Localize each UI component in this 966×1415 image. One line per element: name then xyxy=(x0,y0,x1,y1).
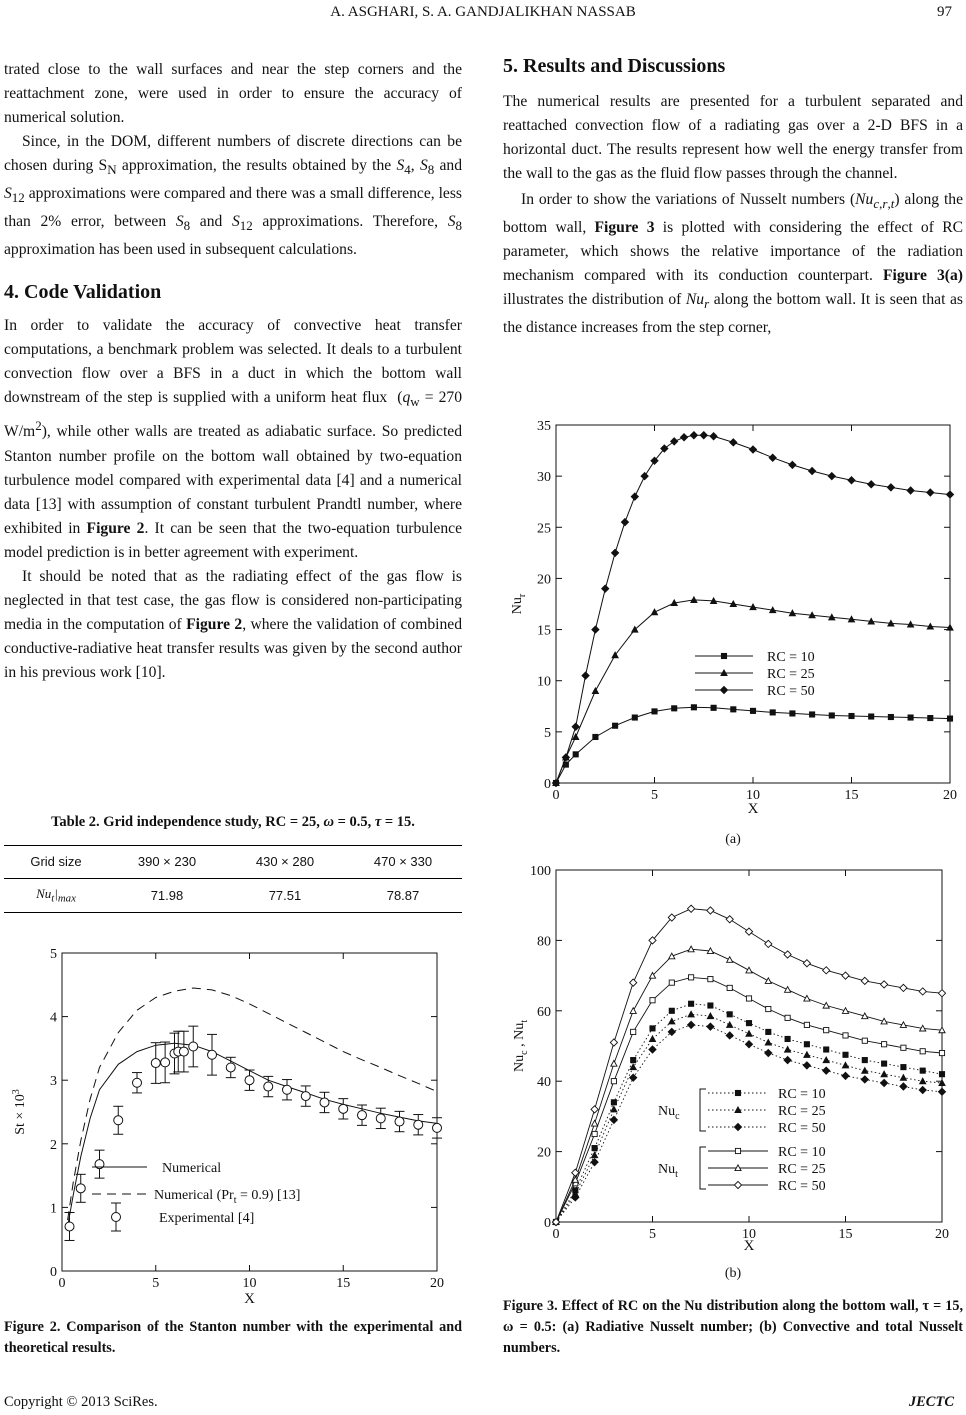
data-point xyxy=(727,957,733,963)
y-tick-label: 20 xyxy=(537,1145,551,1161)
section-heading: 4. Code Validation xyxy=(4,281,162,304)
data-point xyxy=(582,672,589,679)
data-point xyxy=(823,1057,829,1063)
data-point xyxy=(691,705,696,710)
figure-3b-chart xyxy=(503,858,963,1258)
data-point xyxy=(630,979,637,986)
data-point xyxy=(611,1061,617,1067)
data-point xyxy=(862,1068,868,1074)
data-point xyxy=(881,1071,887,1077)
data-point xyxy=(611,1079,616,1084)
data-point xyxy=(632,715,637,720)
data-point xyxy=(690,432,697,439)
data-point xyxy=(572,723,579,730)
data-point xyxy=(630,1064,636,1070)
figure-2-caption: Figure 2. Comparison of the Stanton number with the experimental and theoretical results. xyxy=(4,1319,462,1356)
data-point xyxy=(908,715,913,720)
y-tick-label: 20 xyxy=(537,572,551,588)
data-point xyxy=(650,1026,655,1031)
data-point xyxy=(803,960,810,967)
right-column xyxy=(503,54,963,340)
legend-label: RC = 25 xyxy=(767,667,815,682)
data-point xyxy=(804,995,810,1001)
x-tick-label: 15 xyxy=(844,788,859,803)
data-point xyxy=(301,1092,310,1101)
data-point xyxy=(707,1023,714,1030)
data-point xyxy=(843,1052,848,1057)
data-point xyxy=(727,1022,733,1028)
legend-label: RC = 50 xyxy=(778,1179,826,1194)
legend-label: RC = 50 xyxy=(778,1121,826,1136)
data-point xyxy=(862,1057,867,1062)
data-point xyxy=(901,1045,906,1050)
data-point xyxy=(630,1074,637,1081)
data-point xyxy=(669,953,675,959)
data-point xyxy=(720,686,727,693)
x-axis-label: X xyxy=(747,801,759,817)
data-point xyxy=(669,1008,674,1013)
y-tick-label: 5 xyxy=(50,947,57,962)
data-point xyxy=(900,1083,907,1090)
data-point xyxy=(650,998,655,1003)
copyright: Copyright © 2013 SciRes. xyxy=(4,1394,158,1410)
data-point xyxy=(727,1012,732,1017)
table-row-label: $Nu_t|_{max}$ xyxy=(36,885,76,905)
data-point xyxy=(264,1082,273,1091)
table-cell: 77.51 xyxy=(268,887,302,903)
data-point xyxy=(671,438,678,445)
data-point xyxy=(630,1008,636,1014)
data-point xyxy=(769,454,776,461)
data-point xyxy=(920,1049,925,1054)
data-point xyxy=(804,1052,810,1058)
data-point xyxy=(688,905,695,912)
data-point xyxy=(611,1100,616,1105)
data-point xyxy=(689,1001,694,1006)
legend-bracket xyxy=(700,1089,706,1131)
data-point xyxy=(766,1006,771,1011)
data-point xyxy=(592,626,599,633)
series-line-numerical-prt xyxy=(68,988,437,1220)
data-point xyxy=(919,988,926,995)
data-point xyxy=(245,1076,254,1085)
data-point xyxy=(766,1029,771,1034)
paragraph: It should be noted that as the radiating effect of the gas flow is neglected in that test case, the gas flow is considered non-participating media in the computation of Figure 2, where the validation of combined conductive-radiative heat transfer results was given by the second author in his previous work [10]. xyxy=(4,567,462,681)
data-point xyxy=(920,1068,925,1073)
data-point xyxy=(881,1079,888,1086)
data-point xyxy=(731,707,736,712)
data-point xyxy=(810,712,815,717)
y-tick-label: 10 xyxy=(537,674,551,690)
data-point xyxy=(133,1078,142,1087)
data-point xyxy=(610,1116,617,1123)
data-point xyxy=(208,1050,217,1059)
data-point xyxy=(861,977,868,984)
data-point xyxy=(803,1062,810,1069)
data-point xyxy=(613,723,618,728)
legend-label: RC = 25 xyxy=(778,1104,826,1119)
x-tick-label: 20 xyxy=(943,788,957,803)
data-point xyxy=(592,688,598,694)
data-point xyxy=(735,1090,740,1095)
data-point xyxy=(641,473,648,480)
legend-label: Numerical xyxy=(162,1161,222,1176)
y-tick-label: 4 xyxy=(50,1010,57,1026)
data-point xyxy=(746,1021,751,1026)
legend-label: RC = 50 xyxy=(767,684,815,699)
data-point xyxy=(765,1039,771,1045)
data-point xyxy=(734,1181,741,1188)
figure-3a-chart xyxy=(503,410,963,820)
y-tick-label: 1 xyxy=(50,1201,57,1217)
data-point xyxy=(592,1120,598,1126)
data-point xyxy=(726,1032,733,1039)
data-point xyxy=(433,1123,442,1132)
data-point xyxy=(730,439,737,446)
legend-marker xyxy=(112,1213,121,1222)
legend-label: RC = 10 xyxy=(778,1087,826,1102)
running-header: A. ASGHARI, S. A. GANDJALIKHAN NASSAB xyxy=(330,4,636,20)
y-tick-label: 30 xyxy=(537,470,551,486)
data-point xyxy=(785,1036,790,1041)
x-tick-label: 0 xyxy=(58,1276,66,1291)
data-point xyxy=(631,1029,636,1034)
table-header-cell: 470 × 330 xyxy=(373,854,433,870)
data-point xyxy=(745,1041,752,1048)
y-tick-label: 60 xyxy=(537,1004,551,1020)
figure-3-caption: Figure 3. Effect of RC on the Nu distribution along the bottom wall, τ = 15, ω = 0.5: (a) Radiative Nusselt number; (b) Convective and total Nusselt numbers. xyxy=(503,1298,963,1356)
data-point xyxy=(376,1114,385,1123)
data-point xyxy=(938,990,945,997)
y-tick-label: 80 xyxy=(537,934,551,950)
data-point xyxy=(888,714,893,719)
data-point xyxy=(938,1088,945,1095)
data-point xyxy=(395,1117,404,1126)
data-point xyxy=(804,1042,809,1047)
data-point xyxy=(161,1058,170,1067)
data-point xyxy=(708,1003,713,1008)
data-point xyxy=(823,1067,830,1074)
data-point xyxy=(358,1111,367,1120)
x-axis-label: X xyxy=(244,1291,255,1305)
data-point xyxy=(842,1062,848,1068)
data-point xyxy=(919,1086,926,1093)
data-point xyxy=(946,491,953,498)
data-point xyxy=(592,1145,597,1150)
data-point xyxy=(610,1039,617,1046)
section-heading: 5. Results and Discussions xyxy=(503,55,726,77)
legend-label: RC = 10 xyxy=(778,1145,826,1160)
table-cell: 71.98 xyxy=(150,887,184,903)
y-axis-label: $Nu_r$ xyxy=(510,593,528,615)
data-point xyxy=(887,484,894,491)
legend-label: Numerical $(Pr_t = 0.9)$ [13] xyxy=(154,1188,301,1206)
data-point xyxy=(283,1085,292,1094)
data-point xyxy=(689,975,694,980)
table-header-cell: 430 × 280 xyxy=(255,854,315,870)
y-axis-label: $Nu_c$ , $Nu_t$ xyxy=(512,1020,530,1072)
y-tick-label: 25 xyxy=(537,521,551,537)
data-point xyxy=(680,434,687,441)
data-point xyxy=(790,711,795,716)
data-point xyxy=(789,461,796,468)
data-point xyxy=(784,951,791,958)
data-point xyxy=(928,715,933,720)
legend-label: RC = 25 xyxy=(778,1162,826,1177)
data-point xyxy=(226,1063,235,1072)
data-point xyxy=(765,940,772,947)
series-line xyxy=(556,600,950,783)
data-point xyxy=(785,1015,790,1020)
data-point xyxy=(114,1116,123,1125)
legend-label: Experimental [4] xyxy=(159,1211,255,1226)
y-tick-label: 35 xyxy=(537,419,551,434)
data-point xyxy=(842,972,849,979)
data-point xyxy=(189,1042,198,1051)
page-number: 97 xyxy=(937,4,952,20)
data-point xyxy=(593,734,598,739)
data-point xyxy=(881,981,888,988)
x-tick-label: 10 xyxy=(242,1276,257,1291)
data-point xyxy=(746,996,751,1001)
data-point xyxy=(823,967,830,974)
data-point xyxy=(842,1072,849,1079)
data-point xyxy=(669,1018,675,1024)
data-point xyxy=(649,1036,655,1042)
data-point xyxy=(711,705,716,710)
data-point xyxy=(869,714,874,719)
data-point xyxy=(572,1169,579,1176)
data-point xyxy=(735,1148,740,1153)
y-tick-label: 5 xyxy=(544,725,551,741)
data-point xyxy=(592,1131,597,1136)
x-tick-label: 15 xyxy=(838,1227,853,1242)
table-cell: 78.87 xyxy=(386,887,420,903)
data-point xyxy=(612,549,619,556)
data-point xyxy=(861,1076,868,1083)
panel-label-a: (a) xyxy=(725,832,741,847)
data-point xyxy=(849,713,854,718)
data-point xyxy=(829,713,834,718)
data-point xyxy=(339,1104,348,1113)
grid-table xyxy=(4,845,462,913)
table-header-cell: Grid size xyxy=(30,854,82,870)
data-point xyxy=(920,1078,926,1084)
data-point xyxy=(900,984,907,991)
data-point xyxy=(688,946,694,952)
data-point xyxy=(824,1047,829,1052)
left-column xyxy=(4,58,462,685)
data-point xyxy=(824,1028,829,1033)
data-point xyxy=(745,928,752,935)
data-point xyxy=(901,1065,906,1070)
data-point xyxy=(602,585,609,592)
data-point xyxy=(151,1059,160,1068)
legend-group-label: $Nu_c$ xyxy=(658,1104,680,1122)
data-point xyxy=(746,1031,752,1037)
paragraph: trated close to the wall surfaces and near the step corners and the reattachment zone, were used in order to ensure the accuracy of numerical solution. xyxy=(4,61,462,126)
data-point xyxy=(765,978,771,984)
x-tick-label: 5 xyxy=(152,1276,160,1291)
data-point xyxy=(809,467,816,474)
data-point xyxy=(868,481,875,488)
y-tick-label: 0 xyxy=(544,777,551,792)
data-point xyxy=(179,1047,188,1056)
x-tick-label: 10 xyxy=(746,788,760,803)
data-point xyxy=(710,433,717,440)
y-tick-label: 15 xyxy=(537,623,551,639)
data-point xyxy=(672,706,677,711)
x-tick-label: 5 xyxy=(649,1227,656,1242)
figure-2-chart xyxy=(4,935,462,1305)
y-tick-label: 0 xyxy=(50,1265,57,1280)
y-tick-label: 40 xyxy=(537,1075,551,1091)
x-tick-label: 15 xyxy=(336,1276,351,1291)
panel-label-b: (b) xyxy=(724,1266,742,1281)
x-axis-label: X xyxy=(743,1238,755,1254)
data-point xyxy=(669,980,674,985)
data-point xyxy=(721,653,726,658)
data-point xyxy=(611,1106,617,1112)
data-point xyxy=(746,967,752,973)
data-point xyxy=(708,977,713,982)
x-tick-label: 20 xyxy=(935,1227,949,1242)
data-point xyxy=(688,1021,695,1028)
data-point xyxy=(804,1022,809,1027)
data-point xyxy=(785,1046,791,1052)
data-point xyxy=(882,1042,887,1047)
data-point xyxy=(631,1057,636,1062)
data-point xyxy=(707,1013,713,1019)
data-point xyxy=(649,1046,656,1053)
data-point xyxy=(907,487,914,494)
data-point xyxy=(828,473,835,480)
data-point xyxy=(785,987,791,993)
y-tick-label: 3 xyxy=(50,1074,57,1090)
data-point xyxy=(76,1184,85,1193)
paragraph: In order to show the variations of Nusselt numbers $(Nu_{c,r,t})$ along the bottom wall, Figure 3 is plotted with considering the effect of RC parameter, which shows the relative importance of the radiation mechanism compared with its conduction counterpart. Figure 3(a) illustrates the distribution of $Nu_r$ along the bottom wall. It is seen that as the distance increases from the step corner, xyxy=(503,191,964,337)
data-point xyxy=(823,1002,829,1008)
table-caption: Table 2. Grid independence study, RC = 25, ω = 0.5, τ = 15. xyxy=(51,814,415,830)
y-axis-label: $St \times 10^3$ xyxy=(11,1089,28,1135)
journal-name: JECTC xyxy=(908,1394,954,1410)
data-point xyxy=(707,907,714,914)
x-tick-label: 0 xyxy=(552,788,560,803)
data-point xyxy=(320,1098,329,1107)
data-point xyxy=(591,1106,598,1113)
data-point xyxy=(848,477,855,484)
x-tick-label: 5 xyxy=(651,788,658,803)
data-point xyxy=(939,1050,944,1055)
data-point xyxy=(621,519,628,526)
data-point xyxy=(65,1222,74,1231)
data-point xyxy=(573,752,578,757)
table-header-cell: 390 × 230 xyxy=(137,854,197,870)
data-point xyxy=(939,1072,944,1077)
data-point xyxy=(651,609,657,615)
data-point xyxy=(652,709,657,714)
paragraph: Since, in the DOM, different numbers of discrete directions can be chosen during $S_N$ approximation, the results obtained by the $S_4$, $S_8$ and $S_{12}$ approximations were compared and there was a small difference, less than 2% error, between $S_8$ and $S_{12}$ approximations. Therefore, $S_8$ approximation has been used in subsequent calculations. xyxy=(4,133,463,259)
paragraph: In order to validate the accuracy of convective heat transfer computations, a benchmark problem was selected. It deals to a turbulent convection flow over a BFS in a duct in which the bottom wall downstream of the step is supplied with a uniform heat flux ($q_w = 270$ $W/m^2$), while other walls are treated as adiabatic surface. So predicted Stanton number profile on the bottom wall obtained by two-equation turbulence model compared with experimental data [4] and a numerical data [13] with assumption of constant turbulent Prandtl number, where exhibited in Figure 2. It can be seen that the two-equation turbulence model prediction is in better agreement with experiment. xyxy=(4,317,462,561)
x-tick-label: 10 xyxy=(742,1227,756,1242)
legend-bracket xyxy=(700,1147,706,1189)
paragraph: The numerical results are presented for a turbulent separated and reattached convection flow of a radiating gas over a 2-D BFS in a horizontal duct. The results represent how well the energy transfer from the wall to the gas as the fluid flow passes through the channel. xyxy=(503,93,963,182)
data-point xyxy=(700,432,707,439)
data-point xyxy=(882,1061,887,1066)
data-point xyxy=(784,1056,791,1063)
data-point xyxy=(765,1049,772,1056)
x-tick-label: 20 xyxy=(430,1276,444,1291)
x-tick-label: 0 xyxy=(552,1227,560,1242)
y-tick-label: 0 xyxy=(544,1216,551,1231)
legend-label: RC = 10 xyxy=(767,650,815,665)
y-tick-label: 100 xyxy=(530,864,551,879)
data-point xyxy=(631,493,638,500)
y-tick-label: 2 xyxy=(50,1137,57,1153)
data-point xyxy=(862,1038,867,1043)
data-point xyxy=(414,1120,423,1129)
data-point xyxy=(750,708,755,713)
data-point xyxy=(734,1123,741,1130)
data-point xyxy=(843,1033,848,1038)
data-point xyxy=(726,916,733,923)
data-point xyxy=(927,489,934,496)
data-point xyxy=(727,985,732,990)
data-point xyxy=(770,710,775,715)
data-point xyxy=(749,446,756,453)
data-point xyxy=(947,716,952,721)
legend-group-label: $Nu_t$ xyxy=(658,1162,678,1180)
data-point xyxy=(900,1075,906,1081)
